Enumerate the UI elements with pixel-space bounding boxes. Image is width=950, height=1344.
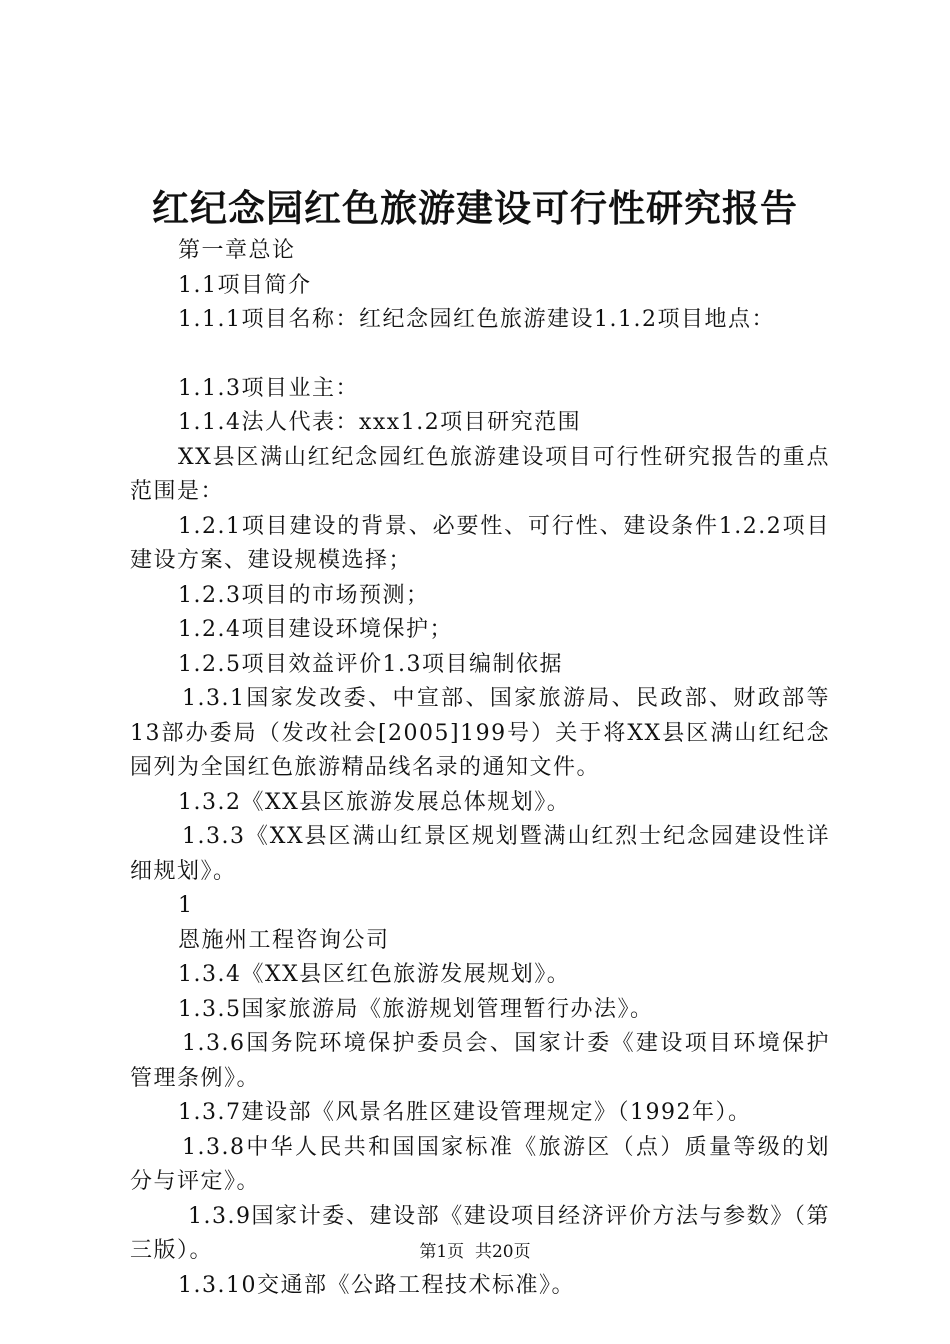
paragraph: 1.3.8中华人民共和国国家标准《旅游区（点）质量等级的划分与评定》。	[130, 1134, 830, 1194]
paragraph: 1.3.10交通部《公路工程技术标准》。	[178, 1272, 575, 1298]
page-number-inline: 1	[178, 893, 194, 918]
paragraph: 1.3.6国务院环境保护委员会、国家计委《建设项目环境保护管理条例》。	[130, 1031, 830, 1091]
document-body	[130, 234, 830, 1303]
paragraph: 1.3.7建设部《风景名胜区建设管理规定》（1992年）。	[178, 1100, 752, 1125]
paragraph: 1.3.2《XX县区旅游发展总体规划》。	[178, 789, 571, 815]
paragraph: 1.2.4项目建设环境保护；	[178, 617, 453, 642]
document-title: 红纪念园红色旅游建设可行性研究报告	[152, 186, 798, 230]
company-name: 恩施州工程咨询公司	[178, 927, 390, 953]
chapter-heading: 第一章总论	[178, 238, 296, 263]
paragraph: 1.3.1国家发改委、中宣部、国家旅游局、民政部、财政部等13部办委局（发改社会[2005]199号）关于将XX县区满山红纪念园列为全国红色旅游精品线名录的通知文件。	[130, 686, 830, 780]
page-footer: 第1页 共20页	[419, 1242, 531, 1262]
paragraph: 1.3.3《XX县区满山红景区规划暨满山红烈士纪念园建设性详细规划》。	[130, 824, 830, 884]
paragraph: 1.3.5国家旅游局《旅游规划管理暂行办法》。	[178, 996, 654, 1022]
paragraph: XX县区满山红纪念园红色旅游建设项目可行性研究报告的重点范围是：	[130, 444, 830, 504]
paragraph: 1.1.3项目业主：	[178, 375, 359, 401]
section-heading: 1.1项目简介	[178, 272, 312, 298]
paragraph: 1.1.4法人代表：xxx1.2项目研究范围	[178, 410, 582, 435]
paragraph: 1.3.9国家计委、建设部《建设项目经济评价方法与参数》（第三版）。	[130, 1203, 830, 1263]
paragraph: 1.3.4《XX县区红色旅游发展规划》。	[178, 962, 571, 987]
paragraph: 1.2.3项目的市场预测；	[178, 582, 430, 608]
paragraph: 1.2.1项目建设的背景、必要性、可行性、建设条件1.2.2项目建设方案、建设规模选择；	[130, 513, 830, 573]
paragraph: 1.2.5项目效益评价1.3项目编制依据	[178, 651, 563, 677]
blank-line	[130, 338, 830, 372]
paragraph: 1.1.1项目名称：红纪念园红色旅游建设1.1.2项目地点：	[178, 307, 775, 332]
